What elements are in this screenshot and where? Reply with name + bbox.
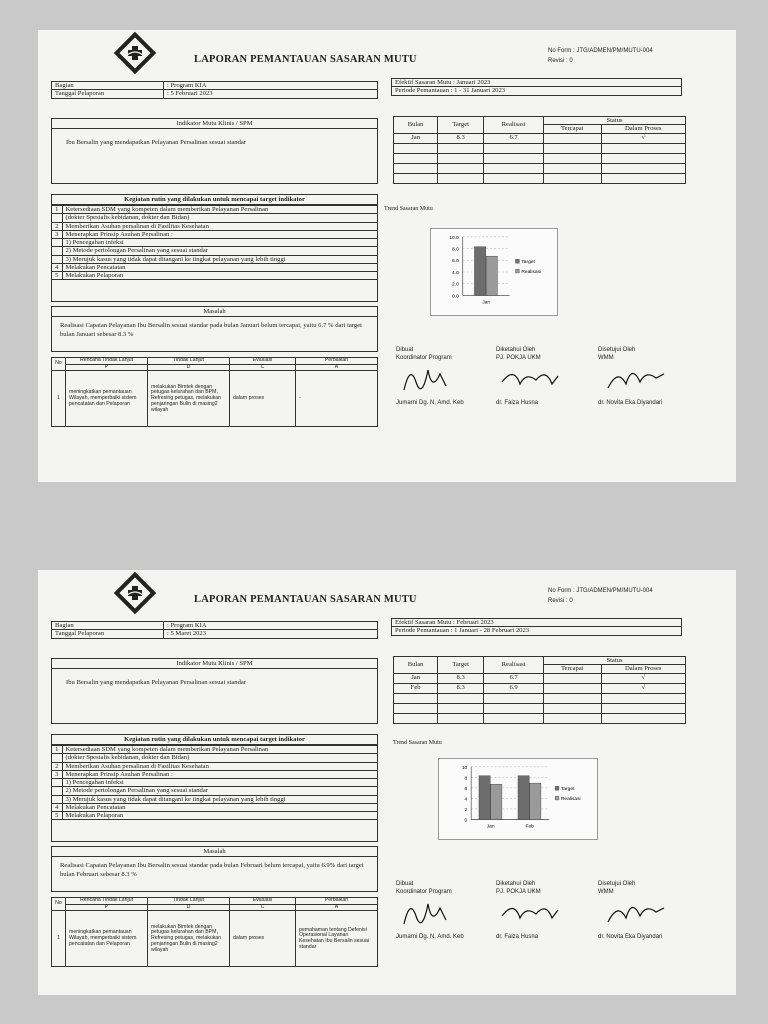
kegiatan-text: Melakukan Pelaporan <box>62 272 377 280</box>
kegiatan-row <box>52 787 377 795</box>
status-cell-proses: √ <box>601 133 685 143</box>
col-tindak-lanjut: Tindak Lanjut <box>148 898 230 905</box>
col-realisasi: Realisasi <box>484 117 544 134</box>
status-cell-realisasi: 6.7 <box>484 673 544 683</box>
rtl-evaluasi: dalam proses <box>230 911 296 967</box>
pdca-p: P <box>66 364 148 371</box>
status-row <box>394 173 686 183</box>
kegiatan-no: 1 <box>52 206 62 214</box>
kegiatan-row <box>52 222 377 230</box>
col-bulan: Bulan <box>394 117 438 134</box>
status-cell-bulan: Jan <box>394 133 438 143</box>
status-cell-bulan <box>394 143 438 153</box>
y-tick-label: 6.0 <box>452 259 459 265</box>
handwritten-signature <box>496 896 566 930</box>
status-cell-tercapai <box>544 693 602 703</box>
periode-pemantauan: Periode Pemantauan : 1 - 31 Januari 2023 <box>392 87 682 95</box>
kegiatan-text: 2) Metode pertolongan Persalinan yang sesuai standar <box>62 787 377 795</box>
kegiatan-row <box>52 795 377 803</box>
signature-block <box>396 880 506 941</box>
col-dalam-proses: Dalam Proses <box>601 665 685 673</box>
status-row <box>394 143 686 153</box>
masalah-box <box>51 846 378 892</box>
status-cell-proses: √ <box>601 683 685 693</box>
periode-pemantauan: Periode Pemantauan : 1 Januari - 28 Februari 2023 <box>392 627 682 635</box>
status-cell-proses <box>601 173 685 183</box>
signature-stroke <box>502 908 558 918</box>
status-cell-proses <box>601 703 685 713</box>
col-realisasi: Realisasi <box>484 657 544 674</box>
bagian-label: Bagian <box>52 622 164 630</box>
signature-name: dr. Novita Eka Diyandari <box>598 934 663 940</box>
kegiatan-no <box>52 779 62 787</box>
status-cell-target <box>438 703 484 713</box>
kegiatan-text: 3) Merujuk kasus yang tidak dapat ditangani ke tingkat pelayanan yang lebih tinggi <box>62 795 377 803</box>
tanggal-label: Tanggal Pelaporan <box>52 630 164 638</box>
signature-title: PJ. POKJA UKM <box>496 355 541 361</box>
status-cell-realisasi <box>484 693 544 703</box>
signature-name: dr. Faiza Husna <box>496 934 539 940</box>
status-cell-target <box>438 693 484 703</box>
kegiatan-no: 1 <box>52 746 62 754</box>
kegiatan-text: Menerapkan Prinsip Asuhan Persalinan : <box>62 230 377 238</box>
col-no: No <box>52 358 66 371</box>
kegiatan-no: 5 <box>52 812 62 820</box>
col-dalam-proses: Dalam Proses <box>601 125 685 133</box>
legend-swatch <box>555 786 559 790</box>
indikator-header: Indikator Mutu Klinis / SPM <box>52 659 377 669</box>
pdca-a: A <box>296 904 378 911</box>
revision: Revisi : 0 <box>548 598 573 604</box>
signature-name: Jumarni Dg. N, Amd. Keb <box>396 934 464 940</box>
status-cell-target <box>438 143 484 153</box>
kegiatan-row <box>52 230 377 238</box>
kegiatan-text: Ketersediaan SDM yang kompeten dalam memberikan Pelayanan Persalinan <box>62 746 377 754</box>
trend-chart <box>438 758 598 840</box>
col-perbaikan: Perbaikan <box>296 898 378 905</box>
col-evaluasi: Evaluasi <box>230 358 296 365</box>
form-number: No Form : JTG/ADMEN/PM/MUTU-004 <box>548 48 653 54</box>
indikator-text: Ibu Bersalin yang mendapatkan Pelayanan Persalinan sesuai standar <box>66 679 246 686</box>
bar-target-feb <box>518 776 529 820</box>
trend-label: Trend Sasaran Mutu <box>393 740 442 746</box>
signature-title: Koordinator Program <box>396 355 452 361</box>
signature-block <box>496 880 606 941</box>
rtl-perbaikan: pemahaman tentang Defenisi Operasional Layanan Kesehatan Ibu Bersalin sesuai standar <box>296 911 378 967</box>
status-cell-bulan: Feb <box>394 683 438 693</box>
handwritten-signature <box>496 362 566 396</box>
report-title: LAPORAN PEMANTAUAN SASARAN MUTU <box>194 594 417 605</box>
kegiatan-no <box>52 214 62 222</box>
kegiatan-text: Melakukan Pelaporan <box>62 812 377 820</box>
kegiatan-header: Kegiatan rutin yang dilakukan untuk mencapai target indikator <box>52 195 377 205</box>
pdca-c: C <box>230 904 296 911</box>
rtl-row-no: 1 <box>52 911 66 967</box>
status-cell-tercapai <box>544 703 602 713</box>
kegiatan-text: 1) Pencegahan infeksi <box>62 239 377 247</box>
legend-swatch <box>516 259 520 263</box>
status-cell-target <box>438 163 484 173</box>
status-cell-tercapai <box>544 683 602 693</box>
bar-realisasi-feb <box>530 783 541 819</box>
signature-stroke <box>608 373 664 388</box>
signature-role: Dibuat <box>396 881 414 887</box>
kegiatan-text: Melakukan Pencatatan <box>62 263 377 271</box>
pdca-d: D <box>148 904 230 911</box>
rtl-tindak-lanjut: melakukan Bimtek dengan petugas kelurahan dan BPM, Refresing petugas, melakukan penjaringan Bulin di masing2 wilayah <box>148 911 230 967</box>
bagian-label: Bagian <box>52 82 164 90</box>
col-tercapai: Tercapai <box>544 125 602 133</box>
kegiatan-row <box>52 255 377 263</box>
kegiatan-text: (dokter Spesialis kebidanan, dokter dan Bidan) <box>62 214 377 222</box>
status-row <box>394 153 686 163</box>
efektif-sasaran: Efektif Sasaran Mutu : Januari 2023 <box>392 79 682 87</box>
status-cell-proses <box>601 153 685 163</box>
kegiatan-row <box>52 754 377 762</box>
kegiatan-no <box>52 247 62 255</box>
signature-role: Diketahui Oleh <box>496 347 536 353</box>
handwritten-signature <box>396 362 466 396</box>
periode-table <box>391 78 682 96</box>
legend-label: Realisasi <box>560 796 581 802</box>
kegiatan-text: Memberikan Asuhan persalinan di Fasilitas Kesehatan <box>62 222 377 230</box>
kegiatan-row <box>52 214 377 222</box>
status-row <box>394 693 686 703</box>
rencana-tindak-lanjut-table <box>51 357 378 427</box>
signature-stroke <box>502 374 558 384</box>
col-bulan: Bulan <box>394 657 438 674</box>
status-cell-target <box>438 173 484 183</box>
col-target: Target <box>438 117 484 134</box>
pdca-c: C <box>230 364 296 371</box>
legend-label: Realisasi <box>521 269 542 275</box>
signature-name: dr. Novita Eka Diyandari <box>598 400 663 406</box>
report-sheet-january <box>38 30 736 482</box>
health-ministry-logo <box>112 30 158 76</box>
indikator-text: Ibu Bersalin yang mendapatkan Pelayanan Persalinan sesuai standar <box>66 139 246 146</box>
y-tick-label: 2 <box>464 807 468 813</box>
kegiatan-no: 4 <box>52 803 62 811</box>
status-cell-realisasi: 6.9 <box>484 683 544 693</box>
legend-label: Target <box>560 787 575 793</box>
rtl-rencana: meningkatkan pemantauan Wilayah, memperbaiki sistem pencatatan dan Pelaporan <box>66 371 148 427</box>
col-rencana: Rencana Tindak Lanjut <box>66 358 148 365</box>
signature-role: Dibuat <box>396 347 414 353</box>
signature-role: Diketahui Oleh <box>496 881 536 887</box>
status-cell-realisasi <box>484 163 544 173</box>
kegiatan-text: Ketersediaan SDM yang kompeten dalam memberikan Pelayanan Persalinan <box>62 206 377 214</box>
y-tick-label: 6 <box>464 786 468 792</box>
col-rencana: Rencana Tindak Lanjut <box>66 898 148 905</box>
status-cell-proses <box>601 693 685 703</box>
report-title: LAPORAN PEMANTAUAN SASARAN MUTU <box>194 54 417 65</box>
pdca-d: D <box>148 364 230 371</box>
bagian-value: : Program KIA <box>164 82 378 90</box>
status-row <box>394 673 686 683</box>
kegiatan-row <box>52 206 377 214</box>
bar-realisasi-jan <box>491 784 502 819</box>
status-row <box>394 163 686 173</box>
x-tick-label: Jan <box>486 824 495 830</box>
handwritten-signature <box>396 896 466 930</box>
kegiatan-row <box>52 779 377 787</box>
kegiatan-table <box>52 745 377 820</box>
masalah-header: Masalah <box>52 847 377 857</box>
kegiatan-header: Kegiatan rutin yang dilakukan untuk mencapai target indikator <box>52 735 377 745</box>
bar-realisasi-jan <box>486 256 497 295</box>
kegiatan-text: Melakukan Pencatatan <box>62 803 377 811</box>
kegiatan-row <box>52 770 377 778</box>
legend-swatch <box>516 269 520 273</box>
rtl-tindak-lanjut: melakukan Bimtek dengan petugas kelurahan dan BPM, Refresing petugas, melakukan penjaringan Bulin di masing2 wilayah <box>148 371 230 427</box>
status-cell-realisasi <box>484 713 544 723</box>
col-perbaikan: Perbaikan <box>296 358 378 365</box>
col-tercapai: Tercapai <box>544 665 602 673</box>
status-cell-bulan <box>394 703 438 713</box>
health-ministry-logo <box>112 570 158 616</box>
masalah-box <box>51 306 378 352</box>
kegiatan-row <box>52 762 377 770</box>
status-cell-realisasi <box>484 153 544 163</box>
pdca-a: A <box>296 364 378 371</box>
signature-role: Disetujui Oleh <box>598 881 636 887</box>
y-tick-label: 10.0 <box>449 235 459 241</box>
tanggal-value: : 5 Februari 2023 <box>164 90 378 98</box>
kegiatan-no: 2 <box>52 762 62 770</box>
indikator-header: Indikator Mutu Klinis / SPM <box>52 119 377 129</box>
signature-stroke <box>404 370 446 390</box>
kegiatan-text: (dokter Spesialis kebidanan, dokter dan Bidan) <box>62 754 377 762</box>
masalah-text: Realisasi Capaian Pelayanan Ibu Bersalin sesuai standar pada bulan Januari belum tercapai, yaitu 6.7 % dari target bulan Januari sebesar 8.3 % <box>60 322 362 338</box>
y-tick-label: 2.0 <box>452 282 459 288</box>
status-cell-bulan <box>394 153 438 163</box>
status-cell-tercapai <box>544 143 602 153</box>
status-row <box>394 713 686 723</box>
indikator-box <box>51 118 378 184</box>
kegiatan-row <box>52 247 377 255</box>
status-row <box>394 133 686 143</box>
indikator-box <box>51 658 378 724</box>
masalah-header: Masalah <box>52 307 377 317</box>
status-cell-tercapai <box>544 713 602 723</box>
status-cell-tercapai <box>544 163 602 173</box>
kegiatan-no: 2 <box>52 222 62 230</box>
kegiatan-box <box>51 194 378 302</box>
x-tick-label: Feb <box>525 824 534 830</box>
periode-table <box>391 618 682 636</box>
col-target: Target <box>438 657 484 674</box>
kegiatan-no: 4 <box>52 263 62 271</box>
signature-block <box>496 346 606 407</box>
col-status: Status <box>544 657 686 665</box>
kegiatan-text: Menerapkan Prinsip Asuhan Persalinan : <box>62 770 377 778</box>
signature-title: PJ. POKJA UKM <box>496 889 541 895</box>
status-cell-realisasi: 6.7 <box>484 133 544 143</box>
status-cell-bulan <box>394 693 438 703</box>
col-tindak-lanjut: Tindak Lanjut <box>148 358 230 365</box>
status-cell-target <box>438 713 484 723</box>
legend-label: Target <box>521 260 535 266</box>
status-cell-realisasi <box>484 173 544 183</box>
y-tick-label: 4.0 <box>452 270 459 276</box>
signature-stroke <box>404 904 446 924</box>
signature-name: Jumarni Dg. N, Amd. Keb <box>396 400 464 406</box>
status-table <box>393 656 686 724</box>
status-cell-tercapai <box>544 673 602 683</box>
status-cell-target <box>438 153 484 163</box>
kegiatan-no <box>52 255 62 263</box>
status-cell-bulan <box>394 173 438 183</box>
col-no: No <box>52 898 66 911</box>
kegiatan-row <box>52 272 377 280</box>
status-cell-proses <box>601 143 685 153</box>
legend-swatch <box>555 796 559 800</box>
status-cell-proses: √ <box>601 673 685 683</box>
masalah-text: Realisasi Capaian Pelayanan Ibu Bersalin sesuai standar pada bulan Februari belum tercapai, yaitu 6.9% dari target bulan Februari sebesar 8.3 % <box>60 862 364 878</box>
kegiatan-row <box>52 239 377 247</box>
bar-target-jan <box>474 247 485 296</box>
x-tick-label: Jan <box>482 300 491 306</box>
tanggal-value: : 5 Maret 2023 <box>164 630 378 638</box>
signature-title: WMM <box>598 889 614 895</box>
bar-target-jan <box>479 776 490 820</box>
signature-block <box>598 880 708 941</box>
status-cell-tercapai <box>544 173 602 183</box>
y-tick-label: 10 <box>461 765 468 771</box>
status-cell-target: 8.3 <box>438 673 484 683</box>
signature-title: Koordinator Program <box>396 889 452 895</box>
kegiatan-no <box>52 787 62 795</box>
signature-name: dr. Faiza Husna <box>496 400 539 406</box>
status-cell-bulan <box>394 713 438 723</box>
y-tick-label: 8.0 <box>452 247 459 253</box>
status-table <box>393 116 686 184</box>
bagian-table <box>51 81 378 99</box>
form-number: No Form : JTG/ADMEN/PM/MUTU-004 <box>548 588 653 594</box>
status-row <box>394 683 686 693</box>
handwritten-signature <box>598 896 668 930</box>
revision: Revisi : 0 <box>548 58 573 64</box>
bagian-value: : Program KIA <box>164 622 378 630</box>
kegiatan-box <box>51 734 378 842</box>
signature-block <box>598 346 708 407</box>
status-cell-proses <box>601 163 685 173</box>
col-evaluasi: Evaluasi <box>230 898 296 905</box>
rtl-evaluasi: dalam proses <box>230 371 296 427</box>
kegiatan-no <box>52 754 62 762</box>
pdca-p: P <box>66 904 148 911</box>
efektif-sasaran: Efektif Sasaran Mutu : Februari 2023 <box>392 619 682 627</box>
col-status: Status <box>544 117 686 125</box>
report-sheet-february <box>38 570 736 995</box>
rtl-rencana: meningkatkan pemantauan Wilayah, memperbaiki sistem pencatatan dan Pelaporan <box>66 911 148 967</box>
status-cell-tercapai <box>544 153 602 163</box>
rtl-row-no: 1 <box>52 371 66 427</box>
signature-block <box>396 346 506 407</box>
status-cell-realisasi <box>484 703 544 713</box>
status-row <box>394 703 686 713</box>
signature-role: Disetujui Oleh <box>598 347 636 353</box>
status-cell-target: 8.3 <box>438 133 484 143</box>
kegiatan-row <box>52 803 377 811</box>
kegiatan-row <box>52 263 377 271</box>
kegiatan-no <box>52 795 62 803</box>
tanggal-label: Tanggal Pelaporan <box>52 90 164 98</box>
bagian-table <box>51 621 378 639</box>
kegiatan-text: 2) Metode pertolongan Persalinan yang sesuai standar <box>62 247 377 255</box>
kegiatan-no: 5 <box>52 272 62 280</box>
handwritten-signature <box>598 362 668 396</box>
kegiatan-table <box>52 205 377 280</box>
status-cell-bulan <box>394 163 438 173</box>
rencana-tindak-lanjut-table <box>51 897 378 967</box>
status-cell-target: 8.3 <box>438 683 484 693</box>
y-tick-label: 4 <box>464 797 468 803</box>
kegiatan-no: 3 <box>52 770 62 778</box>
y-tick-label: 0.0 <box>452 294 459 300</box>
kegiatan-text: Memberikan Asuhan persalinan di Fasilitas Kesehatan <box>62 762 377 770</box>
signature-stroke <box>608 907 664 922</box>
signature-title: WMM <box>598 355 614 361</box>
y-tick-label: 0 <box>464 818 468 824</box>
status-cell-realisasi <box>484 143 544 153</box>
status-cell-bulan: Jan <box>394 673 438 683</box>
kegiatan-text: 3) Merujuk kasus yang tidak dapat ditangani ke tingkat pelayanan yang lebih tinggi <box>62 255 377 263</box>
trend-label: Trend Sasaran Mutu <box>384 206 433 212</box>
status-cell-tercapai <box>544 133 602 143</box>
kegiatan-text: 1) Pencegahan infeksi <box>62 779 377 787</box>
trend-chart <box>430 228 558 316</box>
rtl-perbaikan: - <box>296 371 378 427</box>
kegiatan-row <box>52 812 377 820</box>
status-cell-proses <box>601 713 685 723</box>
kegiatan-row <box>52 746 377 754</box>
kegiatan-no: 3 <box>52 230 62 238</box>
kegiatan-no <box>52 239 62 247</box>
y-tick-label: 8 <box>464 776 468 782</box>
